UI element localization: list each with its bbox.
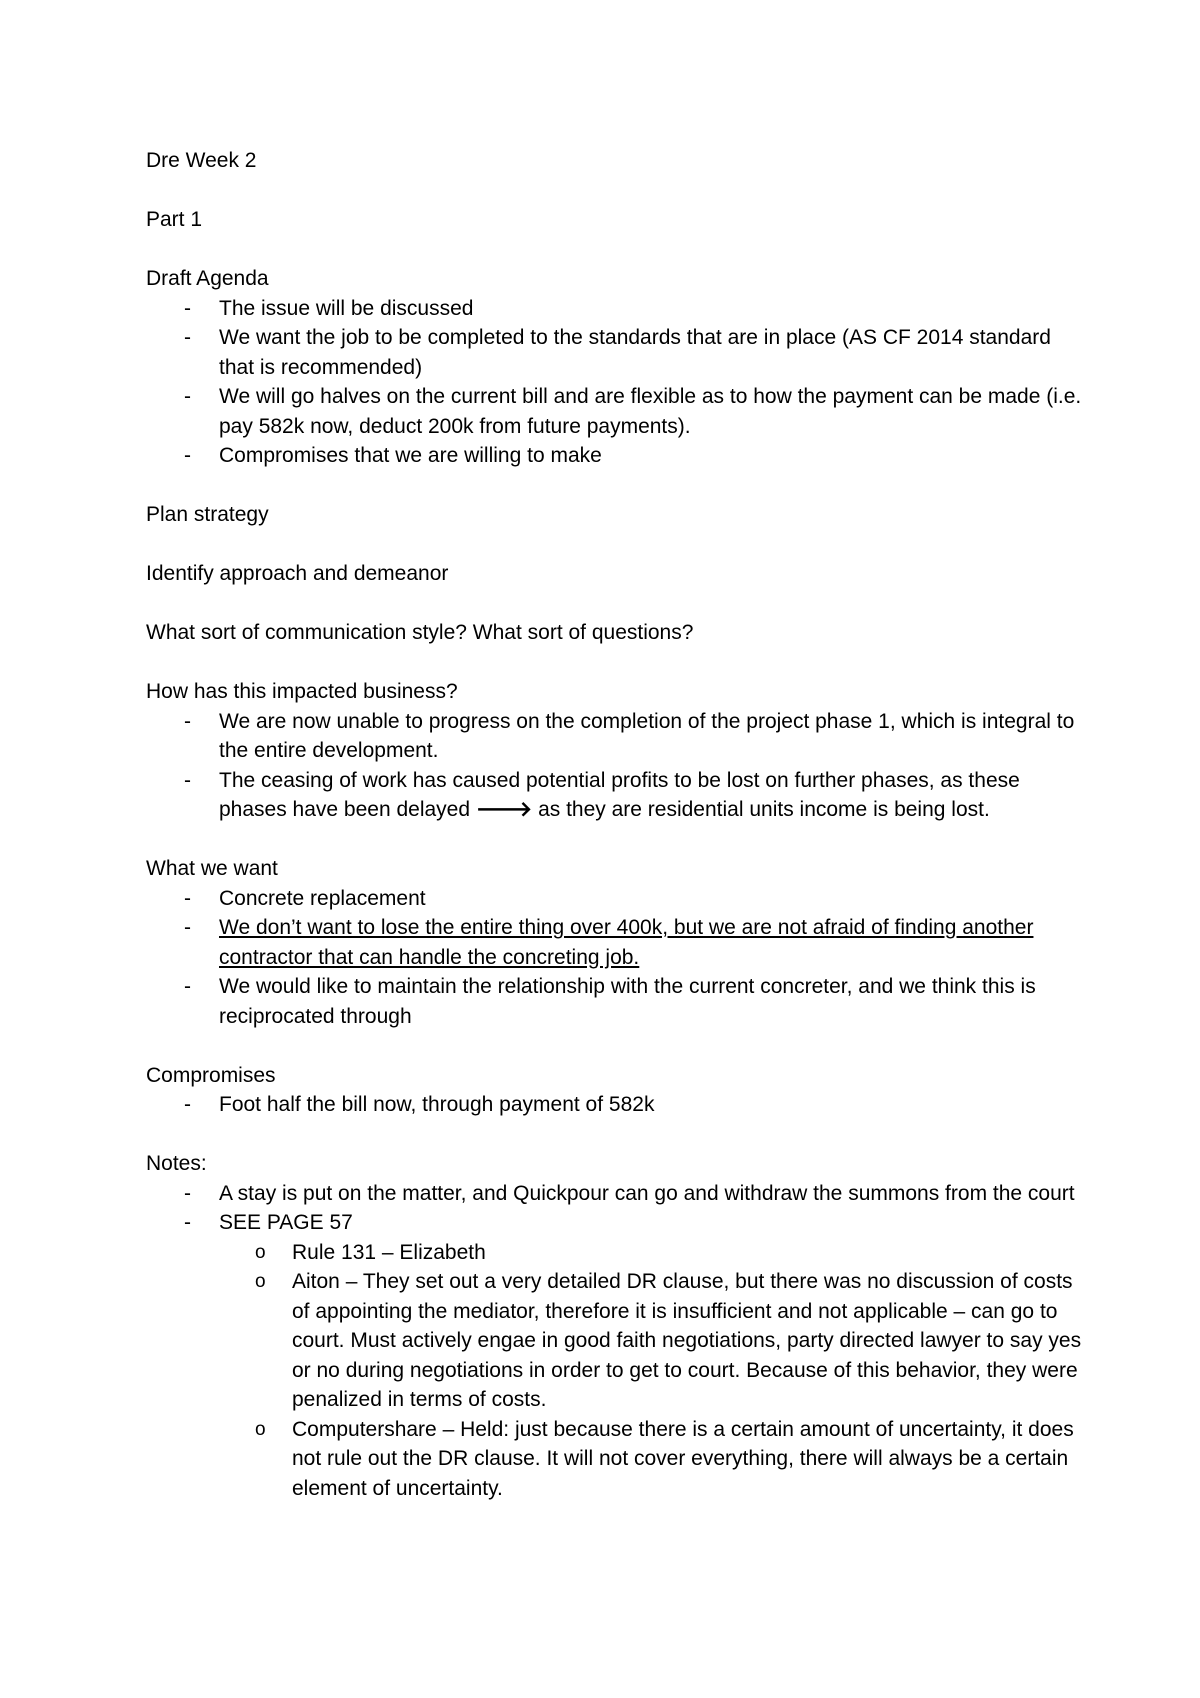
sub-list-item-text: Computershare – Held: just because there is a certain amount of uncertainty, it does not rule out the DR clause. It will not cover everything, there will always be a certain element of uncertainty.: [292, 1417, 1074, 1500]
circle-bullet-icon: o: [255, 1418, 266, 1440]
list-item: [146, 441, 1086, 471]
sub-list-item: [219, 1267, 1086, 1415]
dash-marker: -: [184, 296, 191, 320]
notes-sub-list: [219, 1238, 1086, 1504]
spacer: [146, 235, 1086, 265]
spacer: [146, 648, 1086, 678]
notes-heading: Notes:: [146, 1152, 207, 1175]
dash-marker: -: [184, 1181, 191, 1205]
dash-marker: -: [184, 1093, 191, 1116]
part-heading: Part 1: [146, 208, 203, 231]
list-item-text: as they are residential units income is being lost.: [538, 798, 990, 821]
dash-marker: -: [184, 975, 191, 998]
plan-strategy-heading: Plan strategy: [146, 503, 269, 526]
list-item: [146, 382, 1086, 441]
impact-list: [146, 707, 1086, 825]
list-item: [146, 707, 1086, 766]
list-item-text: We would like to maintain the relationship with the current concreter, and we think this is reciprocated through: [219, 975, 1036, 1028]
dash-marker: -: [184, 1211, 191, 1234]
list-item-text: SEE PAGE 57: [219, 1211, 353, 1234]
compromises-list: [146, 1090, 1086, 1120]
list-item: [146, 913, 1086, 972]
list-item-text: We will go halves on the current bill and are flexible as to how the payment can be made (i.e. pay 582k now, deduct 200k from future payments).: [219, 385, 1082, 438]
spacer: [146, 530, 1086, 560]
list-item-text: We want the job to be completed to the standards that are in place (AS CF 2014 standard that is recommended): [219, 326, 1051, 379]
list-item-text: The ceasing of work has caused potential profits to be lost on further phases, as these phases have been delayed: [219, 768, 1020, 821]
list-item-text: Foot half the bill now, through payment of 582k: [219, 1093, 655, 1116]
spacer: [146, 589, 1086, 619]
spacer: [146, 176, 1086, 206]
list-item-text: We are now unable to progress on the completion of the project phase 1, which is integral to the entire development.: [219, 709, 1075, 762]
list-item: [146, 323, 1086, 382]
document-title: Dre Week 2: [146, 149, 257, 172]
list-item-text: Concrete replacement: [219, 886, 426, 910]
list-item: [146, 1208, 1086, 1503]
dash-marker: -: [184, 916, 191, 939]
identify-approach-heading: Identify approach and demeanor: [146, 562, 449, 585]
communication-question: What sort of communication style? What sort of questions?: [146, 621, 694, 644]
impact-heading: How has this impacted business?: [146, 680, 458, 703]
sub-list-item-text: Aiton – They set out a very detailed DR clause, but there was no discussion of costs of appointing the mediator, therefore it is insufficient and not applicable – can go to court. Must actively engae in good faith negotiations, party directed lawyer to say yes or no during negotiations in order to get to court. Because of this behavior, they were penalized in terms of costs.: [292, 1270, 1082, 1411]
sub-list-item: [219, 1415, 1086, 1504]
list-item-text: A stay is put on the matter, and Quickpour can go and withdraw the summons from the court: [219, 1181, 1075, 1205]
dash-marker: -: [184, 444, 191, 467]
draft-agenda-list: [146, 294, 1086, 471]
compromises-heading: Compromises: [146, 1063, 276, 1087]
notes-list: [146, 1179, 1086, 1504]
dash-marker: -: [184, 709, 191, 733]
list-item: [146, 972, 1086, 1031]
dash-marker: -: [184, 768, 191, 792]
list-item-text: Compromises that we are willing to make: [219, 444, 602, 467]
spacer: [146, 471, 1086, 501]
underlined-list-item-text: We don’t want to lose the entire thing over 400k, but we are not afraid of finding another contractor that can handle the concreting job.: [219, 916, 1034, 969]
dash-marker: -: [184, 385, 191, 408]
spacer: [146, 1031, 1086, 1061]
right-arrow-icon: 🡒: [475, 798, 533, 821]
document-page: [146, 146, 1086, 1503]
list-item: [146, 766, 1086, 825]
list-item-text: The issue will be discussed: [219, 296, 474, 320]
draft-agenda-heading: Draft Agenda: [146, 267, 269, 290]
list-item: [146, 1179, 1086, 1209]
dash-marker: -: [184, 326, 191, 349]
what-we-want-list: [146, 884, 1086, 1032]
circle-bullet-icon: o: [255, 1271, 266, 1292]
dash-marker: -: [184, 886, 191, 910]
spacer: [146, 1120, 1086, 1150]
sub-list-item: [219, 1238, 1086, 1268]
list-item: [146, 1090, 1086, 1120]
what-we-want-heading: What we want: [146, 857, 278, 880]
list-item: [146, 294, 1086, 324]
spacer: [146, 825, 1086, 855]
list-item: [146, 884, 1086, 914]
circle-bullet-icon: o: [255, 1241, 266, 1263]
sub-list-item-text: Rule 131 – Elizabeth: [292, 1240, 486, 1264]
